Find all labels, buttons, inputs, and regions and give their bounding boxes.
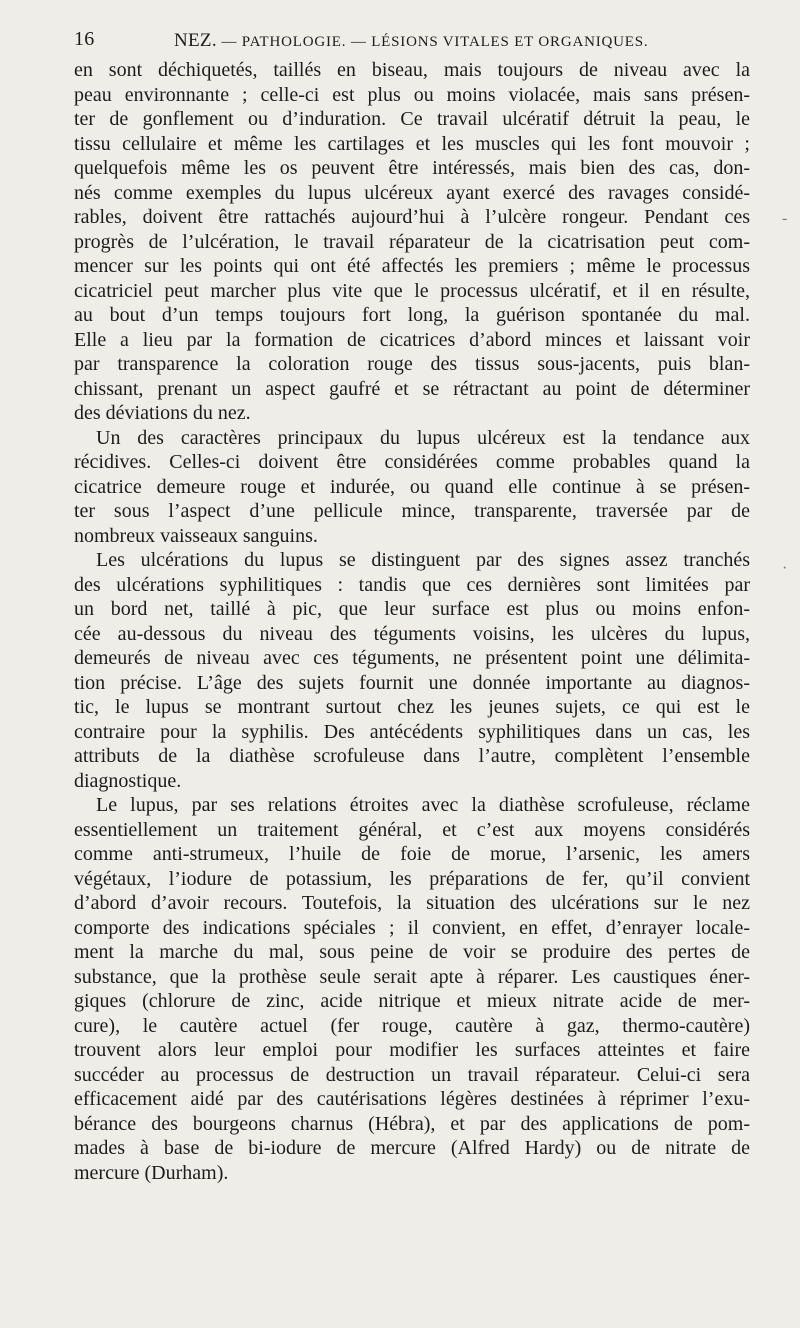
text-line: ment la marche du mal, sous peine de voir se produire des pertes de [74, 941, 750, 963]
text-line: comporte des indications spéciales ; il convient, en effet, d’enrayer locale- [74, 916, 750, 939]
text-line: rables, doivent être rattachés aujourd’hui à l’ulcère rongeur. Pendant ces [74, 206, 750, 228]
text-line: tion précise. L’âge des sujets fournit une donnée importante au diagnos- [74, 671, 750, 694]
running-head-main: NEZ. [174, 30, 217, 51]
text-line: des déviations du nez. [74, 402, 251, 424]
text-line: mades à base de bi-iodure de mercure (Alfred Hardy) ou de nitrate de [74, 1137, 750, 1159]
text-line: tissu cellulaire et même les cartilages et les muscles qui les font mouvoir ; [74, 132, 750, 155]
text-line: Elle a lieu par la formation de cicatrices d’abord minces et laissant voir [74, 328, 750, 351]
paragraph [74, 58, 750, 426]
text-line: efficacement aidé par des cautérisations légères destinées à réprimer l’exu- [74, 1088, 750, 1110]
text-line: diagnostique. [74, 769, 182, 792]
text-line: cicatrice demeure rouge et indurée, ou quand elle continue à se présen- [74, 475, 750, 498]
text-line: végétaux, l’iodure de potassium, les préparations de fer, qu’il convient [74, 867, 750, 890]
running-head [174, 30, 648, 52]
text-line: par transparence la coloration rouge des tissus sous-jacents, puis blan- [74, 353, 750, 375]
text-line: substance, que la prothèse seule serait apte à réparer. Les caustiques éner- [74, 965, 750, 988]
page-number: 16 [74, 28, 95, 50]
text-line: essentiellement un traitement général, et c’est aux moyens considérés [74, 818, 750, 841]
text-line: cure), le cautère actuel (fer rouge, cautère à gaz, thermo-cautère) [74, 1014, 750, 1037]
paragraph [74, 426, 750, 549]
text-line: des ulcérations syphilitiques : tandis que ces dernières sont limitées par [74, 573, 750, 596]
text-line: ter sous l’aspect d’une pellicule mince, transparente, traversée par de [74, 500, 750, 522]
paragraph [74, 793, 750, 1185]
text-line: Un des caractères principaux du lupus ulcéreux est la tendance aux [96, 426, 750, 449]
page-header [74, 28, 750, 54]
text-line: succéder au processus de destruction un travail réparateur. Celui-ci sera [74, 1063, 750, 1086]
text-line: tic, le lupus se montrant surtout chez les jeunes sujets, ce qui est le [74, 696, 750, 718]
text-line: trouvent alors leur emploi pour modifier les surfaces atteintes et faire [74, 1039, 750, 1061]
text-line: un bord net, taillé à pic, que leur surface est plus ou moins enfon- [74, 598, 750, 620]
text-line: contraire pour la syphilis. Des antécédents syphilitiques dans un cas, les [74, 720, 750, 743]
text-line: au bout d’un temps toujours fort long, la guérison spontanée du mal. [74, 304, 750, 326]
text-line: progrès de l’ulcération, le travail réparateur de la cicatrisation peut com- [74, 230, 750, 253]
margin-mark: · [782, 560, 788, 577]
text-line: quelquefois même les os peuvent être intéressés, mais bien des cas, don- [74, 157, 750, 179]
text-line: récidives. Celles-ci doivent être considérées comme probables quand la [74, 451, 750, 473]
text-line: en sont déchiquetés, taillés en biseau, mais toujours de niveau avec la [74, 59, 750, 81]
text-line: attributs de la diathèse scrofuleuse dans l’autre, complètent l’ensemble [74, 745, 750, 767]
text-line: ter de gonflement ou d’induration. Ce travail ulcératif détruit la peau, le [74, 108, 750, 130]
text-line: Le lupus, par ses relations étroites avec la diathèse scrofuleuse, réclame [96, 794, 750, 816]
text-line: mencer sur les points qui ont été affectés les premiers ; même le processus [74, 255, 750, 277]
body-text [74, 58, 750, 1185]
text-line: nés comme exemples du lupus ulcéreux ayant exercé des ravages considé- [74, 181, 750, 204]
text-line: cée au-dessous du niveau des téguments voisins, les ulcères du lupus, [74, 622, 750, 645]
running-head-rest: — PATHOLOGIE. — LÉSIONS VITALES ET ORGANIQUES. [221, 34, 649, 50]
text-line: cicatriciel peut marcher plus vite que le processus ulcératif, et il en résulte, [74, 279, 750, 302]
text-line: bérance des bourgeons charnus (Hébra), et par des applications de pom- [74, 1112, 750, 1135]
margin-mark: - [782, 210, 788, 227]
text-line: d’abord d’avoir recours. Toutefois, la situation des ulcérations sur le nez [74, 892, 750, 914]
text-line: demeurés de niveau avec ces téguments, ne présentent point une délimita- [74, 647, 750, 669]
paragraph [74, 548, 750, 793]
text-line: nombreux vaisseaux sanguins. [74, 524, 318, 547]
text-line: comme anti-strumeux, l’huile de foie de morue, l’arsenic, les amers [74, 843, 750, 865]
text-line: mercure (Durham). [74, 1161, 229, 1184]
text-line: peau environnante ; celle-ci est plus ou moins violacée, mais sans présen- [74, 83, 750, 106]
text-line: chissant, prenant un aspect gaufré et se rétractant au point de déterminer [74, 377, 750, 400]
text-line: giques (chlorure de zinc, acide nitrique et mieux nitrate acide de mer- [74, 990, 750, 1012]
text-line: Les ulcérations du lupus se distinguent par des signes assez tranchés [96, 549, 750, 571]
